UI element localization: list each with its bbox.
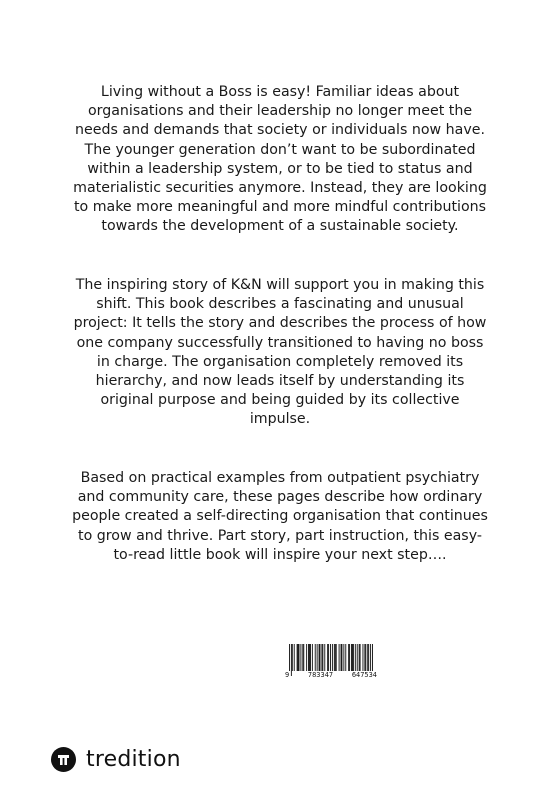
isbn-digits-left: 783347 [307,671,334,679]
back-cover-paragraph-1: Living without a Boss is easy! Familiar ideas about organisations and their leadership no longer meet the needs and demands that society or individuals now have. The younger generation don’t want to be subordinated within a leadership system, or to be tied to status and materialistic securities anymore. Instead, they are looking to make more meaningful and more mindful contributions towards the development of a sustainable society. [73,84,487,235]
back-cover-paragraph-3: Based on practical examples from outpatient psychiatry and community care, these pages describe how ordinary people created a self-directing organisation that continues to grow and thrive. Part story, part instruction, this easy-to-read little book will inspire your next step…. [72,470,488,563]
back-cover-paragraph-2: The inspiring story of K&N will support you in making this shift. This book describes a fascinating and unusual project: It tells the story and describes the process of how one company successfully transitioned to having no boss in charge. The organisation completely removed its hierarchy, and now leads itself by understanding its original purpose and being guided by its collective impulse. [73,277,487,428]
isbn-barcode [283,644,379,684]
publisher-name: tredition [86,746,181,772]
tredition-logo-icon [51,747,76,772]
publisher-brand [51,745,181,773]
isbn-digits-right: 647534 [351,671,377,679]
isbn-digits [283,671,379,679]
isbn-digit-lead: 9 [285,671,290,679]
